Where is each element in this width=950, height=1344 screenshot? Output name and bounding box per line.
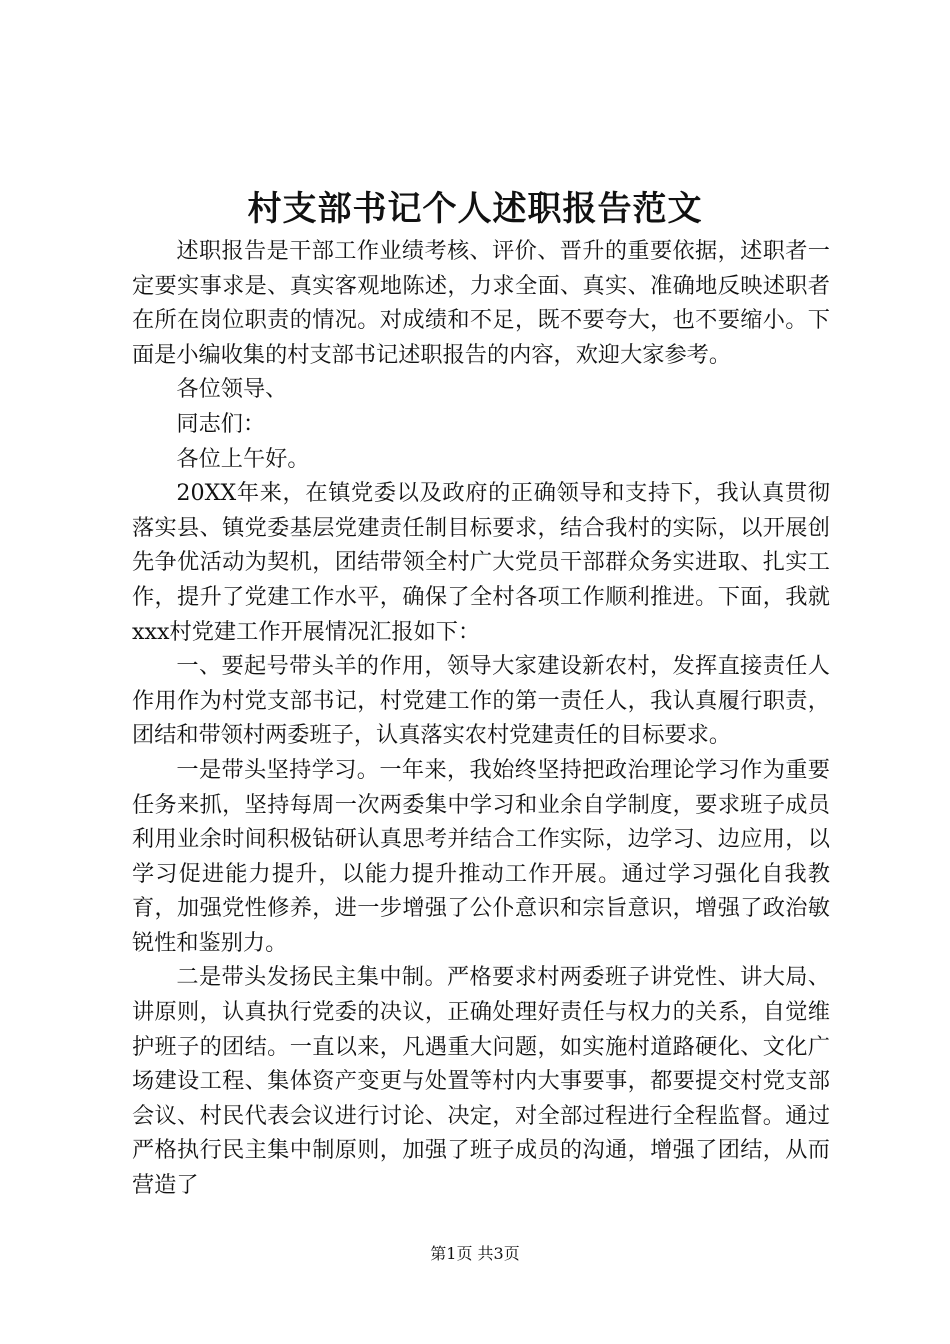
paragraph-section-one: 一、要起号带头羊的作用，领导大家建设新农村，发挥直接责任人作用作为村党支部书记，村党建工作的第一责任人，我认真履行职责，团结和带领村两委班子，认真落实农村党建责任的目标要求。	[132, 653, 830, 749]
paragraph-point-study: 一是带头坚持学习。一年来，我始终坚持把政治理论学习作为重要任务来抓，坚持每周一次两委集中学习和业余自学制度，要求班子成员利用业余时间积极钻研认真思考并结合工作实际，边学习、边应用，以学习促进能力提升，以能力提升推动工作开展。通过学习强化自我教育，加强党性修养，进一步增强了公仆意识和宗旨意识，增强了政治敏锐性和鉴别力。	[132, 756, 830, 956]
paragraph-point-democracy: 二是带头发扬民主集中制。严格要求村两委班子讲党性、讲大局、讲原则，认真执行党委的决议，正确处理好责任与权力的关系，自觉维护班子的团结。一直以来，凡遇重大问题，如实施村道路硬化、文化广场建设工程、集体资产变更与处置等村内大事要事，都要提交村党支部会议、村民代表会议进行讨论、决定，对全部过程进行全程监督。通过严格执行民主集中制原则，加强了班子成员的沟通，增强了团结，从而营造了	[132, 964, 830, 1199]
document-title: 村支部书记个人述职报告范文	[247, 189, 703, 229]
paragraph-salutation-comrades: 同志们：	[176, 410, 266, 437]
paragraph-intro: 述职报告是干部工作业绩考核、评价、晋升的重要依据，述职者一定要实事求是、真实客观地陈述，力求全面、真实、准确地反映述职者在所在岗位职责的情况。对成绩和不足，既不要夸大，也不要缩小。下面是小编收集的村支部书记述职报告的内容，欢迎大家参考。	[132, 238, 830, 368]
paragraph-overview: 20XX年来，在镇党委以及政府的正确领导和支持下，我认真贯彻落实县、镇党委基层党建责任制目标要求，结合我村的实际，以开展创先争优活动为契机，团结带领全村广大党员干部群众务实进取、扎实工作，提升了党建工作水平，确保了全村各项工作顺利推进。下面，我就xxx村党建工作开展情况汇报如下：	[132, 480, 830, 645]
document-body	[132, 234, 830, 1203]
paragraph-greeting: 各位上午好。	[176, 445, 310, 472]
page-footer: 第1页 共3页	[430, 1244, 520, 1263]
paragraph-salutation-leaders: 各位领导、	[176, 376, 288, 403]
